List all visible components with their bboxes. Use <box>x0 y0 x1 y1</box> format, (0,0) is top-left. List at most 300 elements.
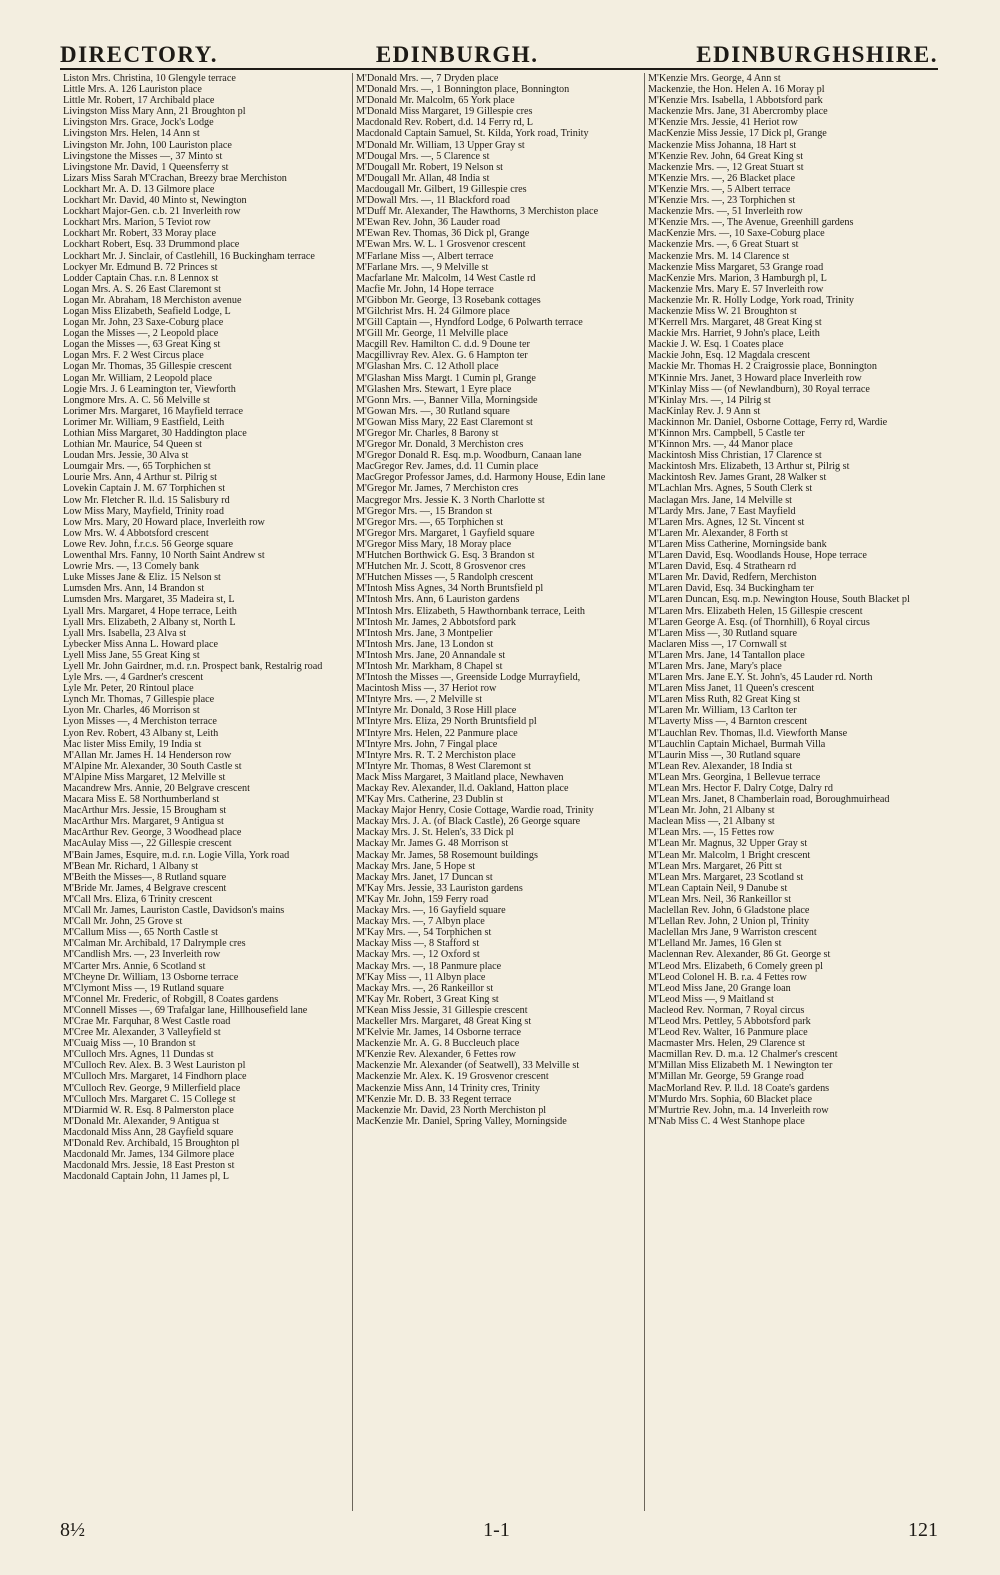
directory-entry: Macandrew Mrs. Annie, 20 Belgrave crescent <box>63 783 250 794</box>
directory-entry: MacMorland Rev. P. ll.d. 18 Coate's gardens <box>648 1082 830 1094</box>
directory-entry: Lumsden Mrs. Ann, 14 Brandon st <box>63 583 205 595</box>
directory-entry: Mackay Mrs. J. A. (of Black Castle), 26 George square <box>356 816 581 828</box>
directory-entry: Lockhart Mr. Robert, 33 Moray place <box>63 228 217 240</box>
directory-entry: M'Kenzie Mrs. —, 23 Torphichen st <box>648 195 796 207</box>
directory-entry: M'Lauchlan Rev. Thomas, ll.d. Viewforth Manse <box>648 727 848 739</box>
directory-entry: Mackay Mr. James G. 48 Morrison st <box>356 838 509 850</box>
directory-entry: M'Gonn Mrs. —, Banner Villa, Morningside <box>356 394 538 406</box>
directory-entry: M'Bain James, Esquire, m.d. r.n. Logie Villa, York road <box>63 849 290 861</box>
directory-entry: M'Kenzie Mrs. —, The Avenue, Greenhill gardens <box>648 217 854 229</box>
directory-entry: M'Dowall Mrs. —, 11 Blackford road <box>356 195 510 207</box>
directory-entry: Lorimer Mrs. Margaret, 16 Mayfield terrace <box>63 405 244 417</box>
directory-entry: M'Intyre Mr. Donald, 3 Rose Hill place <box>356 705 517 717</box>
directory-entry: Low Mrs. W. 4 Abbotsford crescent <box>63 527 209 539</box>
directory-entry: Lockhart Mr. David, 40 Minto st, Newington <box>63 195 247 207</box>
directory-entry: Lumsden Mrs. Margaret, 35 Madeira st, L <box>63 594 235 606</box>
directory-entry: M'Lardy Mrs. Jane, 7 East Mayfield <box>648 505 796 517</box>
directory-entry: Mackintosh Rev. James Grant, 28 Walker st <box>648 472 827 484</box>
directory-entry: Loudan Mrs. Jessie, 30 Alva st <box>63 450 189 462</box>
directory-entry: M'Laren Mr. David, Redfern, Merchiston <box>648 572 817 584</box>
directory-entry: M'Kinlay Miss — (of Newlandburn), 30 Royal terrace <box>648 383 870 395</box>
directory-entry: Lybecker Miss Anna L. Howard place <box>63 638 219 650</box>
directory-entry: Mackenzie Mrs. —, 12 Great Stuart st <box>648 161 804 173</box>
directory-entry: M'Bean Mr. Richard, 1 Albany st <box>63 860 199 872</box>
directory-entry: M'Lelland Mr. James, 16 Glen st <box>648 938 782 950</box>
directory-entry: M'Laren Miss Catherine, Morningside bank <box>648 538 827 550</box>
directory-entry: M'Lean Mrs. Hector F. Dalry Cotge, Dalry rd <box>648 783 833 794</box>
directory-entry: Macfarlane Mr. Malcolm, 14 West Castle rd <box>356 272 536 284</box>
directory-entry: M'Kinnon Mrs. —, 44 Manor place <box>648 439 793 451</box>
directory-entry: M'Intosh Mrs. Jane, 3 Montpelier <box>356 627 493 639</box>
directory-entry: M'Kenzie Mrs. Jessie, 41 Heriot row <box>648 117 798 129</box>
directory-entry: M'Kay Mrs. Jessie, 33 Lauriston gardens <box>356 882 523 894</box>
directory-entry: Logan Mrs. F. 2 West Circus place <box>63 350 204 362</box>
signature-code: 1-1 <box>483 1518 510 1541</box>
directory-entry: M'Intyre Mrs. —, 2 Melville st <box>356 694 483 706</box>
directory-entry: M'Culloch Rev. George, 9 Millerfield place <box>63 1082 241 1094</box>
directory-entry: Maclean Miss —, 21 Albany st <box>648 816 775 828</box>
directory-entry: Lockhart Mr. A. D. 13 Gilmore place <box>63 183 215 195</box>
directory-entry: Macmillan Rev. D. m.a. 12 Chalmer's crescent <box>648 1049 838 1061</box>
directory-entry: M'Intyre Mrs. Eliza, 29 North Bruntsfield pl <box>356 716 537 728</box>
directory-entry: M'Kenzie Mrs. George, 4 Ann st <box>648 73 781 84</box>
directory-entry: Macgregor Mrs. Jessie K. 3 North Charlotte st <box>356 494 545 506</box>
directory-entry: Macleod Rev. Norman, 7 Royal circus <box>648 1004 805 1016</box>
directory-entry: Macdonald Captain Samuel, St. Kilda, York road, Trinity <box>356 128 589 140</box>
directory-entry: M'Culloch Mrs. Margaret, 14 Findhorn place <box>63 1071 247 1083</box>
directory-entry: M'Intyre Mrs. John, 7 Fingal place <box>356 738 498 750</box>
directory-entry: M'Gregor Mr. Charles, 8 Barony st <box>356 428 499 439</box>
directory-entry: Lowe Rev. John, f.r.c.s. 56 George square <box>63 538 234 550</box>
directory-entry: Lovekin Captain J. M. 67 Torphichen st <box>63 483 226 495</box>
directory-entry: Low Mrs. Mary, 20 Howard place, Inverleith row <box>63 516 265 528</box>
directory-entry: Mackenzie Mr. Alex. K. 19 Grosvenor crescent <box>356 1071 549 1083</box>
directory-entry: M'Gowan Miss Mary, 22 East Claremont st <box>356 416 533 428</box>
directory-entry: Mackay Mrs. —, 26 Rankeillor st <box>356 982 494 994</box>
directory-entry: Mackintosh Mrs. Elizabeth, 13 Arthur st, Pilrig st <box>648 461 850 473</box>
header-center: EDINBURGH. <box>375 42 539 67</box>
directory-entry: Macdonald Captain John, 11 James pl, L <box>63 1171 229 1183</box>
directory-entry: Logan Mr. Thomas, 35 Gillespie crescent <box>63 361 232 373</box>
directory-entry: Livingstone the Misses —, 37 Minto st <box>63 150 223 162</box>
directory-entry: M'Intosh Miss Agnes, 34 North Bruntsfield pl <box>356 583 544 595</box>
directory-entry: Lockhart Major-Gen. c.b. 21 Inverleith row <box>63 206 241 218</box>
directory-entry: M'Glashen Mrs. Stewart, 1 Eyre place <box>356 383 512 395</box>
directory-entry: M'Glashan Miss Margt. 1 Cumin pl, Grange <box>356 372 536 384</box>
directory-entry: Liston Mrs. Christina, 10 Glengyle terrace <box>63 73 236 84</box>
directory-entry: Livingston Mrs. Grace, Jock's Lodge <box>63 117 214 129</box>
directory-entry: M'Hutchen Misses —, 5 Randolph crescent <box>356 572 534 584</box>
directory-entry: M'Kelvie Mr. James, 14 Osborne terrace <box>356 1027 522 1039</box>
directory-entry: Lothian Miss Margaret, 30 Haddington place <box>63 428 247 439</box>
directory-entry: M'Kenzie Mrs. —, 5 Albert terrace <box>648 183 791 195</box>
directory-entry: Macfie Mr. John, 14 Hope terrace <box>356 283 494 295</box>
directory-entry: M'Lauchlin Captain Michael, Burmah Villa <box>648 738 826 750</box>
directory-entry: Macdougall Mr. Gilbert, 19 Gillespie cres <box>356 183 527 195</box>
directory-entry: M'Gibbon Mr. George, 13 Rosebank cottages <box>356 294 541 306</box>
directory-entry: M'Gregor Mrs. —, 15 Brandon st <box>356 505 493 517</box>
directory-entry: Low Mr. Fletcher R. ll.d. 15 Salisbury rd <box>63 494 230 506</box>
directory-entry: M'Leod Rev. Walter, 16 Panmure place <box>648 1027 808 1039</box>
directory-entry: M'Kinnie Mrs. Janet, 3 Howard place Inverleith row <box>648 372 862 384</box>
directory-entry: M'Laren Miss Janet, 11 Queen's crescent <box>648 683 815 695</box>
directory-entry: M'Nab Miss C. 4 West Stanhope place <box>648 1115 805 1127</box>
directory-columns <box>60 73 938 1511</box>
directory-entry: Macmaster Mrs. Helen, 29 Clarence st <box>648 1038 806 1050</box>
directory-entry: M'Donald Mrs. —, 1 Bonnington place, Bonnington <box>356 84 570 96</box>
directory-entry: M'Laurin Miss —, 30 Rutland square <box>648 749 801 761</box>
directory-entry: M'Hutchen Mr. J. Scott, 8 Grosvenor cres <box>356 561 526 573</box>
directory-entry: Mackie J. W. Esq. 1 Coates place <box>648 339 784 351</box>
directory-entry: M'Laren David, Esq. Woodlands House, Hope terrace <box>648 550 867 562</box>
directory-entry: M'Leod Mrs. Pettley, 5 Abbotsford park <box>648 1015 811 1027</box>
directory-entry: M'Hutchen Borthwick G. Esq. 3 Brandon st <box>356 550 535 562</box>
directory-entry: Maclellan Mrs Jane, 9 Warriston crescent <box>648 927 817 939</box>
directory-entry: Little Mr. Robert, 17 Archibald place <box>63 95 215 107</box>
directory-entry: M'Laren David, Esq. 4 Strathearn rd <box>648 561 797 573</box>
directory-entry: Lyell Miss Jane, 55 Great King st <box>63 649 200 661</box>
column-2 <box>352 73 644 1511</box>
directory-entry: Mackay Mrs. —, 18 Panmure place <box>356 960 502 972</box>
directory-entry: M'Lean Mrs. Janet, 8 Chamberlain road, Boroughmuirhead <box>648 794 890 806</box>
directory-entry: Mackenzie Miss Johanna, 18 Hart st <box>648 139 797 151</box>
directory-entry: M'Cuaig Miss —, 10 Brandon st <box>63 1038 196 1050</box>
directory-entry: Maclellan Rev. John, 6 Gladstone place <box>648 905 810 917</box>
directory-entry: M'Kean Miss Jessie, 31 Gillespie crescent <box>356 1004 528 1016</box>
directory-entry: Longmore Mrs. A. C. 56 Melville st <box>63 394 210 406</box>
directory-entry: M'Laren Duncan, Esq. m.p. Newington House, South Blacket pl <box>648 594 910 606</box>
directory-entry: M'Kenzie Mrs. —, 26 Blacket place <box>648 172 795 184</box>
directory-entry: M'Glashan Mrs. C. 12 Atholl place <box>356 361 499 373</box>
directory-entry: M'Cree Mr. Alexander, 3 Valleyfield st <box>63 1027 221 1039</box>
directory-entry: M'Cheyne Dr. William, 13 Osborne terrace <box>63 971 239 983</box>
directory-entry: Lourie Mrs. Ann, 4 Arthur st. Pilrig st <box>63 472 217 484</box>
directory-entry: Mackay Mrs. —, 12 Oxford st <box>356 949 480 961</box>
directory-entry: Mackenzie Mrs. Jane, 31 Abercromby place <box>648 106 828 118</box>
directory-entry: Lyle Mrs. —, 4 Gardner's crescent <box>63 672 204 684</box>
directory-entry: M'Donald Rev. Archibald, 15 Broughton pl <box>63 1138 240 1149</box>
directory-entry: Lothian Mr. Maurice, 54 Queen st <box>63 439 202 451</box>
directory-entry: M'Donald Miss Margaret, 19 Gillespie cres <box>356 106 533 118</box>
directory-entry: Mackenzie Mr. A. G. 8 Buccleuch place <box>356 1038 520 1050</box>
directory-entry: M'Intosh Mrs. Ann, 6 Lauriston gardens <box>356 594 520 606</box>
directory-entry: M'Lean Mrs. Margaret, 23 Scotland st <box>648 871 804 883</box>
directory-entry: Mackay Mrs. J. St. Helen's, 33 Dick pl <box>356 827 514 839</box>
directory-entry: Livingston Mr. John, 100 Lauriston place <box>63 139 232 151</box>
directory-entry: Lowrie Mrs. —, 13 Comely bank <box>63 561 200 573</box>
directory-entry: M'Ewan Mrs. W. L. 1 Grosvenor crescent <box>356 239 526 251</box>
directory-entry: Lyell Mr. John Gairdner, m.d. r.n. Prospect bank, Restalrig road <box>63 660 323 672</box>
directory-entry: M'Intosh Mr. Markham, 8 Chapel st <box>356 660 503 672</box>
directory-entry: M'Bride Mr. James, 4 Belgrave crescent <box>63 882 227 894</box>
directory-entry: MacKenzie Mrs. Marion, 3 Hamburgh pl, L <box>648 272 827 284</box>
directory-entry: Mackenzie Mrs. —, 6 Great Stuart st <box>648 239 799 251</box>
directory-entry: M'Kenzie Rev. John, 64 Great King st <box>648 150 804 162</box>
directory-entry: M'Duff Mr. Alexander, The Hawthorns, 3 Merchiston place <box>356 206 599 218</box>
signature-mark: 8½ <box>60 1518 85 1541</box>
directory-entry: Mackenzie Mr. R. Holly Lodge, York road, Trinity <box>648 294 855 306</box>
directory-entry: M'Culloch Mrs. Margaret C. 15 College st <box>63 1093 236 1105</box>
directory-entry: Low Miss Mary, Mayfield, Trinity road <box>63 505 224 517</box>
directory-entry: MacGregor Professor James, d.d. Harmony House, Edin lane <box>356 472 606 484</box>
directory-entry: Mackie John, Esq. 12 Magdala crescent <box>648 350 811 362</box>
header-left: DIRECTORY. <box>60 42 218 67</box>
directory-entry: M'Donald Mrs. —, 7 Dryden place <box>356 73 499 84</box>
directory-entry: M'Farlane Miss —, Albert terrace <box>356 250 494 262</box>
directory-entry: Luke Misses Jane & Eliz. 15 Nelson st <box>63 572 221 584</box>
directory-entry: M'Gregor Mr. Donald, 3 Merchiston cres <box>356 439 524 451</box>
directory-entry: M'Farlane Mrs. —, 9 Melville st <box>356 261 489 273</box>
directory-entry: Mackay Mr. James, 58 Rosemount buildings <box>356 849 538 861</box>
directory-entry: MacGregor Rev. James, d.d. 11 Cumin place <box>356 461 539 473</box>
directory-entry: Logan Mr. William, 2 Leopold place <box>63 372 213 384</box>
directory-entry: M'Beith the Misses—, 8 Rutland square <box>63 871 227 883</box>
directory-entry: MacArthur Mrs. Margaret, 9 Antigua st <box>63 816 224 828</box>
directory-entry: M'Laverty Miss —, 4 Barnton crescent <box>648 716 808 728</box>
directory-entry: M'Leod Mrs. Elizabeth, 6 Comely green pl <box>648 960 823 972</box>
directory-entry: Lockhart Robert, Esq. 33 Drummond place <box>63 239 240 251</box>
directory-entry: M'Dougall Mr. Robert, 19 Nelson st <box>356 161 504 173</box>
directory-entry: Lyall Mrs. Elizabeth, 2 Albany st, North L <box>63 616 236 628</box>
directory-entry: M'Kinnon Mrs. Campbell, 5 Castle ter <box>648 428 805 439</box>
directory-entry: MacKenzie Miss Jessie, 17 Dick pl, Grange <box>648 128 827 140</box>
directory-entry: Lyon Misses —, 4 Merchiston terrace <box>63 716 217 728</box>
directory-entry: M'Leod Miss —, 9 Maitland st <box>648 993 774 1005</box>
directory-entry: Mackay Rev. Alexander, ll.d. Oakland, Hatton place <box>356 783 569 794</box>
directory-entry: Lockhart Mr. J. Sinclair, of Castlehill, 16 Buckingham terrace <box>63 250 315 262</box>
directory-entry: M'Dougall Mr. Allan, 48 India st <box>356 172 490 184</box>
directory-entry: Mackay Miss —, 8 Stafford st <box>356 938 480 950</box>
directory-entry: M'Laren George A. Esq. (of Thornhill), 6 Royal circus <box>648 616 870 628</box>
directory-entry: Logie Mrs. J. 6 Leamington ter, Viewforth <box>63 383 236 395</box>
directory-entry: M'Laren Miss Ruth, 82 Great King st <box>648 694 801 706</box>
directory-entry: Mackie Mrs. Harriet, 9 John's place, Leith <box>648 328 820 340</box>
directory-entry: M'Lean Mr. John, 21 Albany st <box>648 805 775 817</box>
directory-entry: M'Gregor Mr. James, 7 Merchiston cres <box>356 483 519 495</box>
directory-entry: MacAulay Miss —, 22 Gillespie crescent <box>63 838 232 850</box>
directory-entry: Mackenzie Miss Margaret, 53 Grange road <box>648 261 824 273</box>
directory-entry: M'Culloch Mrs. Agnes, 11 Dundas st <box>63 1049 214 1061</box>
directory-entry: M'Kay Mrs. Catherine, 23 Dublin st <box>356 794 503 806</box>
directory-entry: M'Donald Mr. Alexander, 9 Antigua st <box>63 1115 220 1127</box>
directory-entry: Macgill Rev. Hamilton C. d.d. 9 Doune ter <box>356 339 530 351</box>
directory-entry: Macdonald Miss Ann, 28 Gayfield square <box>63 1126 234 1138</box>
directory-entry: M'Connell Misses —, 69 Trafalgar lane, Hillhousefield lane <box>63 1004 308 1016</box>
directory-entry: M'Kenzie Rev. Alexander, 6 Fettes row <box>356 1049 517 1061</box>
directory-entry: M'Lean Mr. Magnus, 32 Upper Gray st <box>648 838 808 850</box>
directory-entry: Mackenzie Mrs. —, 51 Inverleith row <box>648 206 803 218</box>
directory-entry: M'Alpine Mr. Alexander, 30 South Castle st <box>63 760 242 772</box>
directory-entry: M'Lean Mrs. Neil, 36 Rankeillor st <box>648 893 792 905</box>
directory-entry: M'Carter Mrs. Annie, 6 Scotland st <box>63 960 206 972</box>
column-3 <box>644 73 936 1511</box>
directory-entry: Mackenzie Miss W. 21 Broughton st <box>648 305 797 317</box>
directory-entry: M'Lean Rev. Alexander, 18 India st <box>648 760 793 772</box>
directory-entry: M'Intosh Mrs. Jane, 13 London st <box>356 638 494 650</box>
directory-entry: Lorimer Mr. William, 9 Eastfield, Leith <box>63 416 225 428</box>
directory-entry: Mackay Mrs. Janet, 17 Duncan st <box>356 871 493 883</box>
directory-entry: M'Laren David, Esq. 34 Buckingham ter <box>648 583 814 595</box>
directory-entry: Mackie Mr. Thomas H. 2 Craigrossie place, Bonnington <box>648 361 877 373</box>
directory-entry: M'Laren Mrs. Jane, 14 Tantallon place <box>648 649 805 661</box>
directory-entry: M'Allan Mr. James H. 14 Henderson row <box>63 749 232 761</box>
directory-entry: Logan Miss Elizabeth, Seafield Lodge, L <box>63 305 231 317</box>
directory-entry: M'Gregor Miss Mary, 18 Moray place <box>356 538 512 550</box>
directory-entry: MacKenzie Mr. Daniel, Spring Valley, Morningside <box>356 1115 567 1127</box>
directory-entry: M'Lean Mrs. Georgina, 1 Bellevue terrace <box>648 771 821 783</box>
header-rule <box>60 68 938 70</box>
directory-entry: MacArthur Rev. George, 3 Woodhead place <box>63 827 242 839</box>
directory-entry: Logan Mrs. A. S. 26 East Claremont st <box>63 283 221 295</box>
directory-entry: M'Kay Mrs. —, 54 Torphichen st <box>356 927 492 939</box>
directory-entry: M'Laren Mrs. Jane, Mary's place <box>648 660 782 672</box>
directory-entry: Lockyer Mr. Edmund B. 72 Princes st <box>63 261 218 273</box>
directory-entry: M'Lachlan Mrs. Agnes, 5 South Clerk st <box>648 483 813 495</box>
directory-entry: Mackinnon Mr. Daniel, Osborne Cottage, Ferry rd, Wardie <box>648 416 888 428</box>
directory-entry: Mackeller Mrs. Margaret, 48 Great King st <box>356 1015 532 1027</box>
directory-entry: Macara Miss E. 58 Northumberland st <box>63 794 220 806</box>
directory-entry: Mac lister Miss Emily, 19 India st <box>63 738 202 750</box>
directory-entry: M'Laren Mrs. Agnes, 12 St. Vincent st <box>648 516 805 528</box>
directory-entry: M'Kay Mr. Robert, 3 Great King st <box>356 993 499 1005</box>
directory-entry: M'Gill Captain —, Hyndford Lodge, 6 Polwarth terrace <box>356 317 583 329</box>
directory-entry: M'Kay Miss —, 11 Albyn place <box>356 971 486 983</box>
directory-entry: Lockhart Mrs. Marion, 5 Teviot row <box>63 217 211 229</box>
directory-entry: M'Intyre Mrs. R. T. 2 Merchiston place <box>356 749 516 761</box>
directory-entry: M'Millan Miss Elizabeth M. 1 Newington ter <box>648 1060 833 1072</box>
directory-entry: M'Call Mrs. Eliza, 6 Trinity crescent <box>63 893 213 905</box>
directory-entry: M'Gilchrist Mrs. H. 24 Gilmore place <box>356 305 510 317</box>
column-1 <box>60 73 352 1511</box>
directory-entry: M'Calman Mr. Archibald, 17 Dalrymple cres <box>63 938 246 950</box>
directory-entry: M'Kenzie Mrs. Isabella, 1 Abbotsford park <box>648 95 823 107</box>
directory-entry: M'Intosh the Misses —, Greenside Lodge Murrayfield, <box>356 672 581 684</box>
directory-entry: M'Kinlay Mrs. —, 14 Pilrig st <box>648 394 771 406</box>
directory-entry: M'Gregor Mrs. —, 65 Torphichen st <box>356 516 504 528</box>
directory-entry: Maclennan Rev. Alexander, 86 Gt. George st <box>648 949 831 961</box>
directory-entry: M'Lean Mr. Malcolm, 1 Bright crescent <box>648 849 811 861</box>
directory-entry: Mack Miss Margaret, 3 Maitland place, Newhaven <box>356 771 564 783</box>
directory-entry: M'Crae Mr. Farquhar, 8 West Castle road <box>63 1015 231 1027</box>
directory-entry: M'Donald Mr. Malcolm, 65 York place <box>356 95 515 107</box>
directory-entry: M'Kay Mr. John, 159 Ferry road <box>356 893 489 905</box>
directory-entry: M'Lellan Rev. John, 2 Union pl, Trinity <box>648 916 810 928</box>
directory-entry: Mackenzie Miss Ann, 14 Trinity cres, Trinity <box>356 1082 540 1094</box>
page-number: 121 <box>907 1518 938 1541</box>
directory-entry: M'Leod Colonel H. B. r.a. 4 Fettes row <box>648 971 807 983</box>
directory-entry: M'Call Mr. James, Lauriston Castle, Davidson's mains <box>63 905 285 917</box>
header-right: EDINBURGHSHIRE. <box>696 42 938 67</box>
directory-entry: Loumgair Mrs. —, 65 Torphichen st <box>63 461 211 473</box>
directory-entry: M'Ewan Rev. Thomas, 36 Dick pl, Grange <box>356 228 530 240</box>
directory-entry: Macgillivray Rev. Alex. G. 6 Hampton ter <box>356 350 528 362</box>
directory-entry: Logan the Misses —, 2 Leopold place <box>63 328 219 340</box>
directory-entry: M'Connel Mr. Frederic, of Robgill, 8 Coates gardens <box>63 993 279 1005</box>
directory-entry: M'Lean Captain Neil, 9 Danube st <box>648 882 788 894</box>
directory-entry: MacArthur Mrs. Jessie, 15 Brougham st <box>63 805 227 817</box>
directory-entry: M'Gowan Mrs. —, 30 Rutland square <box>356 405 510 417</box>
directory-entry: M'Intosh Mrs. Elizabeth, 5 Hawthornbank terrace, Leith <box>356 605 586 617</box>
directory-entry: Livingston Mrs. Helen, 14 Ann st <box>63 128 200 140</box>
directory-entry: M'Ewan Rev. John, 36 Lauder road <box>356 217 501 229</box>
directory-entry: M'Callum Miss —, 65 North Castle st <box>63 927 218 939</box>
directory-entry: M'Murdo Mrs. Sophia, 60 Blacket place <box>648 1093 812 1105</box>
directory-entry: M'Gregor Donald R. Esq. m.p. Woodburn, Canaan lane <box>356 450 582 462</box>
directory-entry: M'Intyre Mr. Thomas, 8 West Claremont st <box>356 760 531 772</box>
directory-entry: M'Laren Mrs. Elizabeth Helen, 15 Gillespie crescent <box>648 605 863 617</box>
directory-entry: Lyle Mr. Peter, 20 Rintoul place <box>63 683 194 695</box>
directory-entry: M'Lean Mrs. —, 15 Fettes row <box>648 827 775 839</box>
directory-entry: Lyon Mr. Charles, 46 Morrison st <box>63 705 200 717</box>
directory-entry: M'Laren Mr. Alexander, 8 Forth st <box>648 527 788 539</box>
directory-entry: Lyall Mrs. Margaret, 4 Hope terrace, Leith <box>63 605 237 617</box>
directory-entry: Lowenthal Mrs. Fanny, 10 North Saint Andrew st <box>63 550 265 562</box>
directory-entry: Macdonald Rev. Robert, d.d. 14 Ferry rd, L <box>356 117 534 129</box>
directory-entry: Livingston Miss Mary Ann, 21 Broughton pl <box>63 106 246 118</box>
directory-entry: M'Intosh Mrs. Jane, 20 Annandale st <box>356 649 506 661</box>
directory-entry: Mackintosh Miss Christian, 17 Clarence st <box>648 450 822 462</box>
directory-entry: M'Call Mr. John, 25 Grove st <box>63 916 183 928</box>
directory-entry: M'Alpine Miss Margaret, 12 Melville st <box>63 771 226 783</box>
page-footer <box>60 1517 938 1543</box>
running-header <box>60 34 938 68</box>
directory-entry: Lynch Mr. Thomas, 7 Gillespie place <box>63 694 215 706</box>
directory-entry: MacKinlay Rev. J. 9 Ann st <box>648 405 761 417</box>
directory-entry: M'Laren Mrs. Jane E.Y. St. John's, 45 Lauder rd. North <box>648 672 873 684</box>
directory-entry: Macintosh Miss —, 37 Heriot row <box>356 683 497 695</box>
directory-entry: M'Candlish Mrs. —, 23 Inverleith row <box>63 949 221 961</box>
directory-entry: Lodder Captain Chas. r.n. 8 Lennox st <box>63 272 219 284</box>
directory-entry: Lyon Rev. Robert, 43 Albany st, Leith <box>63 727 219 739</box>
directory-entry: Mackay Mrs. —, 7 Albyn place <box>356 916 485 928</box>
directory-entry: Mackay Mrs. —, 16 Gayfield square <box>356 905 506 917</box>
directory-entry: Mackenzie, the Hon. Helen A. 16 Moray pl <box>648 84 825 96</box>
directory-entry: M'Clymont Miss —, 19 Rutland square <box>63 982 224 994</box>
directory-entry: Mackay Major Henry, Cosie Cottage, Wardie road, Trinity <box>356 805 594 817</box>
directory-entry: M'Kenzie Mr. D. B. 33 Regent terrace <box>356 1093 512 1105</box>
directory-entry: Logan Mr. Abraham, 18 Merchiston avenue <box>63 294 242 306</box>
directory-entry: M'Murtrie Rev. John, m.a. 14 Inverleith row <box>648 1104 829 1116</box>
directory-entry: Macdonald Mrs. Jessie, 18 East Preston st <box>63 1160 235 1172</box>
directory-entry: Logan the Misses —, 63 Great King st <box>63 339 221 351</box>
directory-entry: M'Intyre Mrs. Helen, 22 Panmure place <box>356 727 518 739</box>
directory-entry: Mackenzie Mrs. Mary E. 57 Inverleith row <box>648 283 824 295</box>
directory-entry: M'Kerrell Mrs. Margaret, 48 Great King st <box>648 317 822 329</box>
directory-entry: M'Lean Mrs. Margaret, 26 Pitt st <box>648 860 782 872</box>
directory-entry: Maclaren Miss —, 17 Cornwall st <box>648 638 787 650</box>
directory-entry: Mackenzie Mr. David, 23 North Merchiston pl <box>356 1104 547 1116</box>
directory-entry: Maclagan Mrs. Jane, 14 Melville st <box>648 494 793 506</box>
directory-entry: Lizars Miss Sarah M'Crachan, Breezy brae Merchiston <box>63 172 287 184</box>
directory-entry: Macdonald Mr. James, 134 Gilmore place <box>63 1149 235 1161</box>
directory-entry: Logan Mr. John, 23 Saxe-Coburg place <box>63 317 224 329</box>
directory-entry: Livingstone Mr. David, 1 Queensferry st <box>63 161 229 173</box>
directory-entry: Little Mrs. A. 126 Lauriston place <box>63 84 202 96</box>
directory-entry: M'Intosh Mr. James, 2 Abbotsford park <box>356 616 517 628</box>
directory-entry: M'Laren Mr. William, 13 Carlton ter <box>648 705 797 717</box>
directory-entry: M'Laren Miss —, 30 Rutland square <box>648 627 797 639</box>
directory-entry: M'Gregor Mrs. Margaret, 1 Gayfield square <box>356 527 535 539</box>
directory-entry: M'Gill Mr. George, 11 Melville place <box>356 328 509 340</box>
directory-entry: M'Dougal Mrs. —, 5 Clarence st <box>356 150 490 162</box>
directory-entry: Lyall Mrs. Isabella, 23 Alva st <box>63 627 187 639</box>
directory-entry: Mackenzie Mr. Alexander (of Seatwell), 33 Melville st <box>356 1060 580 1072</box>
directory-entry: M'Millan Mr. George, 59 Grange road <box>648 1071 804 1083</box>
directory-entry: Mackay Mrs. Jane, 5 Hope st <box>356 860 476 872</box>
directory-entry: MacKenzie Mrs. —, 10 Saxe-Coburg place <box>648 228 825 240</box>
directory-entry: M'Diarmid W. R. Esq. 8 Palmerston place <box>63 1104 234 1116</box>
directory-entry: M'Donald Mr. William, 13 Upper Gray st <box>356 139 525 151</box>
